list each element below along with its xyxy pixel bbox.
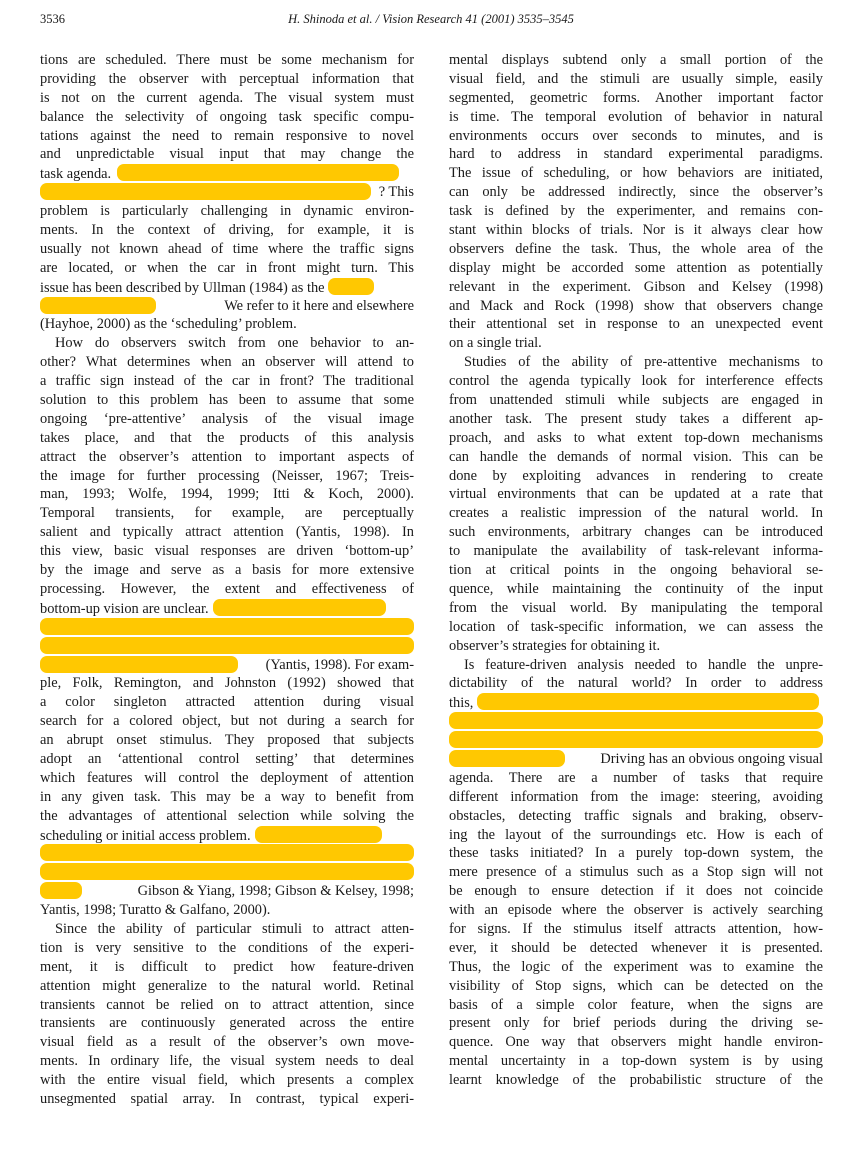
text-line: observers define the task. Thus, the whole area of the — [449, 240, 823, 257]
text-line: segmented, geometric forms. Another important factor — [449, 89, 823, 106]
text-line: and unpredictable visual input that may change the — [40, 146, 414, 163]
text-line: such environments, arbitrary changes can be introduced — [449, 524, 823, 541]
text-line: with the entire visual field, which presents a complex — [40, 1072, 414, 1089]
text-line: Yantis, 1998; Turatto & Galfano, 2000). — [40, 902, 271, 919]
text-line — [40, 826, 414, 845]
text-line: mental displays subtend only a small portion of the — [449, 52, 823, 68]
text-line — [40, 844, 414, 863]
right-column — [449, 51, 823, 1090]
text-line: Temporal transients, for example, are perceptually — [40, 505, 414, 522]
text-span: ? This — [378, 184, 414, 201]
text-line: creates a realistic impression of the natural world. In — [449, 505, 823, 522]
text-line: stant within blocks of trials. Nor is it always clear how — [449, 222, 823, 239]
text-line: the image for further processing (Neisser, 1967; Treis- — [40, 467, 414, 484]
text-line: ple, Folk, Remington, and Johnston (1992) showed that — [40, 675, 414, 692]
text-line: visual field, and the stimuli are usually simple, easily — [449, 70, 823, 87]
text-line: ongoing ‘pre-attentive’ analysis of the visual image — [40, 410, 414, 427]
text-line: display might be accorded some attention as potentially — [449, 259, 823, 276]
text-line: tion is very sensitive to the conditions of the experi- — [40, 939, 414, 956]
text-line: tions are scheduled. There must be some mechanism for — [40, 52, 414, 68]
text-line: quence, while maintaining the continuity of the input — [449, 580, 823, 597]
text-line — [40, 164, 414, 183]
text-line: tations against the need to remain responsive to novel — [40, 127, 414, 144]
highlight-redaction — [213, 599, 386, 616]
highlight-redaction — [40, 863, 414, 880]
text-line: attention might generalize to the natural world. Retinal — [40, 977, 414, 994]
text-line: Thus, the logic of the experiment was to examine the — [449, 958, 823, 975]
text-line: quence. One way that observers might handle environ- — [449, 1034, 823, 1051]
text-line: be enough to ensure detection if it does not coincide — [449, 883, 823, 900]
highlight-redaction — [255, 826, 382, 843]
text-line — [40, 183, 414, 202]
text-span: this, — [449, 695, 474, 712]
text-line: virtual environments that can be updated at a rate that — [449, 486, 823, 503]
text-line: relevant in the experiment. Gibson and Kelsey (1998) — [449, 278, 823, 295]
text-line: control the agenda typically look for interference effects — [449, 373, 823, 390]
text-line — [40, 637, 414, 656]
text-line: ments. In the context of driving, for example, it is — [40, 222, 414, 239]
text-line: Since the ability of particular stimuli to attract atten- — [55, 920, 414, 937]
text-line: takes place, and that the products of this analysis — [40, 429, 414, 446]
text-line — [40, 656, 414, 675]
text-line: mere presence of a stimulus such as a Stop sign will not — [449, 864, 823, 881]
text-line: balance the selectivity of ongoing task specific compu- — [40, 108, 414, 125]
text-line: can only be addressed indirectly, since the observer’s — [449, 184, 823, 201]
text-line: this view, basic visual responses are driven ‘bottom-up’ — [40, 543, 414, 560]
text-line — [449, 712, 823, 731]
highlight-redaction — [477, 693, 819, 710]
text-line: unsegmented spatial array. In contrast, typical experi- — [40, 1090, 414, 1107]
highlight-redaction — [40, 618, 414, 635]
text-line: man, 1993; Wolfe, 1994, 1999; Itti & Koch, 2000). — [40, 486, 414, 503]
text-line: which features will control the deployment of attention — [40, 769, 414, 786]
text-line: in any given task. This may be a way to benefit from — [40, 788, 414, 805]
highlight-redaction — [40, 882, 82, 899]
text-line: transients are continuously generated across the entire — [40, 1015, 414, 1032]
highlight-redaction — [40, 844, 414, 861]
text-line: observer’s strategies for obtaining it. — [449, 637, 661, 654]
text-line: an abrupt onset stimulus. They proposed that subjects — [40, 732, 414, 749]
text-line: a color singleton attracted attention during visual — [40, 694, 414, 711]
text-line: task is defined by the experimenter, and remains con- — [449, 203, 823, 220]
highlight-redaction — [40, 656, 238, 673]
text-line: processing. However, the extent and effectiveness of — [40, 580, 414, 597]
text-line — [40, 278, 414, 297]
text-line: basis of a simple color feature, when the signs are — [449, 996, 823, 1013]
text-line: proach, and asks to what extent top-down mechanisms — [449, 429, 823, 446]
text-line: is time. The temporal evolution of behavior in natural — [449, 108, 823, 125]
text-line: ing the layout of the surroundings etc. How is each of — [449, 826, 823, 843]
text-line: another task. The present study takes a different ap- — [449, 410, 823, 427]
text-line — [40, 863, 414, 882]
text-line: Is feature-driven analysis needed to handle the unpre- — [464, 656, 823, 673]
text-line — [40, 618, 414, 637]
text-span: Driving has an obvious ongoing visual — [600, 750, 823, 767]
text-line — [40, 882, 414, 901]
highlight-redaction — [449, 731, 823, 748]
text-line: transients cannot be relied on to attract attention, since — [40, 996, 414, 1013]
text-line: these tasks initiated? In a purely top-down system, the — [449, 845, 823, 862]
text-line: ever, it should be detected whenever it is presented. — [449, 939, 823, 956]
text-line: mental uncertainty in a top-down system is by using — [449, 1053, 823, 1070]
highlight-redaction — [449, 750, 565, 767]
text-line: the advantages of attentional selection while solving the — [40, 807, 414, 824]
highlight-redaction — [40, 297, 156, 314]
text-line: dictability of the natural world? In order to address — [449, 675, 823, 692]
text-line: attract the observer’s attention to important aspects of — [40, 448, 414, 465]
text-line: with an episode where the observer is actively searching — [449, 902, 823, 919]
text-line: usually not known ahead of time where the traffic signs — [40, 240, 414, 257]
text-span: issue has been described by Ullman (1984) as the — [40, 279, 325, 296]
text-line: The issue of scheduling, or how behaviors are initiated, — [449, 165, 823, 182]
text-line — [449, 750, 823, 769]
highlight-redaction — [40, 637, 414, 654]
left-column — [40, 51, 414, 1109]
highlight-redaction — [117, 164, 399, 181]
text-line: search for a colored object, but not during a search for — [40, 713, 414, 730]
text-span: task agenda. — [40, 166, 112, 183]
text-line: other? What determines when an observer will attend to — [40, 354, 414, 371]
text-line — [40, 297, 414, 316]
text-line: ments. In ordinary life, the visual system needs to deal — [40, 1053, 414, 1070]
text-line: from unattended stimuli while subjects are engaged in — [449, 392, 823, 409]
text-line: different information from the image: steering, avoiding — [449, 788, 823, 805]
text-line: (Hayhoe, 2000) as the ‘scheduling’ problem. — [40, 316, 297, 333]
text-line: learnt knowledge of the probabilistic structure of the — [449, 1072, 823, 1089]
text-line: by the image and serve as a basis for more extensive — [40, 562, 414, 579]
text-line: a traffic sign instead of the car in front? The traditional — [40, 373, 414, 390]
text-line: are located, or when the car in front might turn. This — [40, 259, 414, 276]
text-line: hard to address in standard experimental paradigms. — [449, 146, 823, 163]
text-line: agenda. There are a number of tasks that require — [449, 769, 823, 786]
text-line: on a single trial. — [449, 335, 542, 352]
page-number: 3536 — [40, 12, 65, 26]
text-line — [40, 599, 414, 618]
running-head: H. Shinoda et al. / Vision Research 41 (2001) 3535–3545 — [288, 12, 574, 26]
text-line: environments occurs over seconds to minutes, and is — [449, 127, 823, 144]
text-line: from the visual world. By manipulating the temporal — [449, 599, 823, 616]
text-line: present only for brief periods during the driving se- — [449, 1015, 823, 1032]
text-line: for signs. If the stimulus itself attracts attention, how- — [449, 920, 823, 937]
text-line: salient and typically attract attention (Yantis, 1998). In — [40, 524, 414, 541]
text-line: problem is particularly challenging in dynamic environ- — [40, 203, 414, 220]
page-header — [40, 12, 822, 30]
text-line: their attentional set in response to an unexpected event — [449, 316, 823, 333]
text-line: to manipulate the availability of task-relevant informa- — [449, 543, 823, 560]
text-line: Studies of the ability of pre-attentive mechanisms to — [464, 354, 823, 371]
text-line: visibility of Stop signs, which can be detected on the — [449, 977, 823, 994]
text-span: bottom-up vision are unclear. — [40, 600, 209, 617]
text-line: providing the observer with perceptual information that — [40, 70, 414, 87]
text-line: tion at critical points in the ongoing behavioral se- — [449, 562, 823, 579]
text-line: can handle the demands of normal vision. This can be — [449, 448, 823, 465]
text-line: done by exploiting advances in rendering to create — [449, 467, 823, 484]
text-line: How do observers switch from one behavior to an- — [55, 335, 414, 352]
text-span: Gibson & Yiang, 1998; Gibson & Kelsey, 1998; — [137, 883, 414, 900]
highlight-redaction — [449, 712, 823, 729]
text-span: We refer to it here and elsewhere — [224, 297, 414, 314]
text-line: location of task-specific information, we can assess the — [449, 618, 823, 635]
text-span: (Yantis, 1998). For exam- — [265, 656, 414, 673]
text-line: adopt an ‘attentional control setting’ that determines — [40, 750, 414, 767]
text-line: obstacles, detecting traffic signals and braking, observ- — [449, 807, 823, 824]
text-line: ment, it is difficult to predict how feature-driven — [40, 958, 414, 975]
text-line — [449, 693, 823, 712]
text-line — [449, 731, 823, 750]
text-line: is not on the current agenda. The visual system must — [40, 89, 414, 106]
text-line: and Mack and Rock (1998) show that observers change — [449, 297, 823, 314]
text-line: solution to this problem has been to assume that some — [40, 392, 414, 409]
highlight-redaction — [40, 183, 371, 200]
highlight-redaction — [328, 278, 374, 295]
text-span: scheduling or initial access problem. — [40, 827, 251, 844]
text-line: visual field as a result of the observer’s own move- — [40, 1034, 414, 1051]
